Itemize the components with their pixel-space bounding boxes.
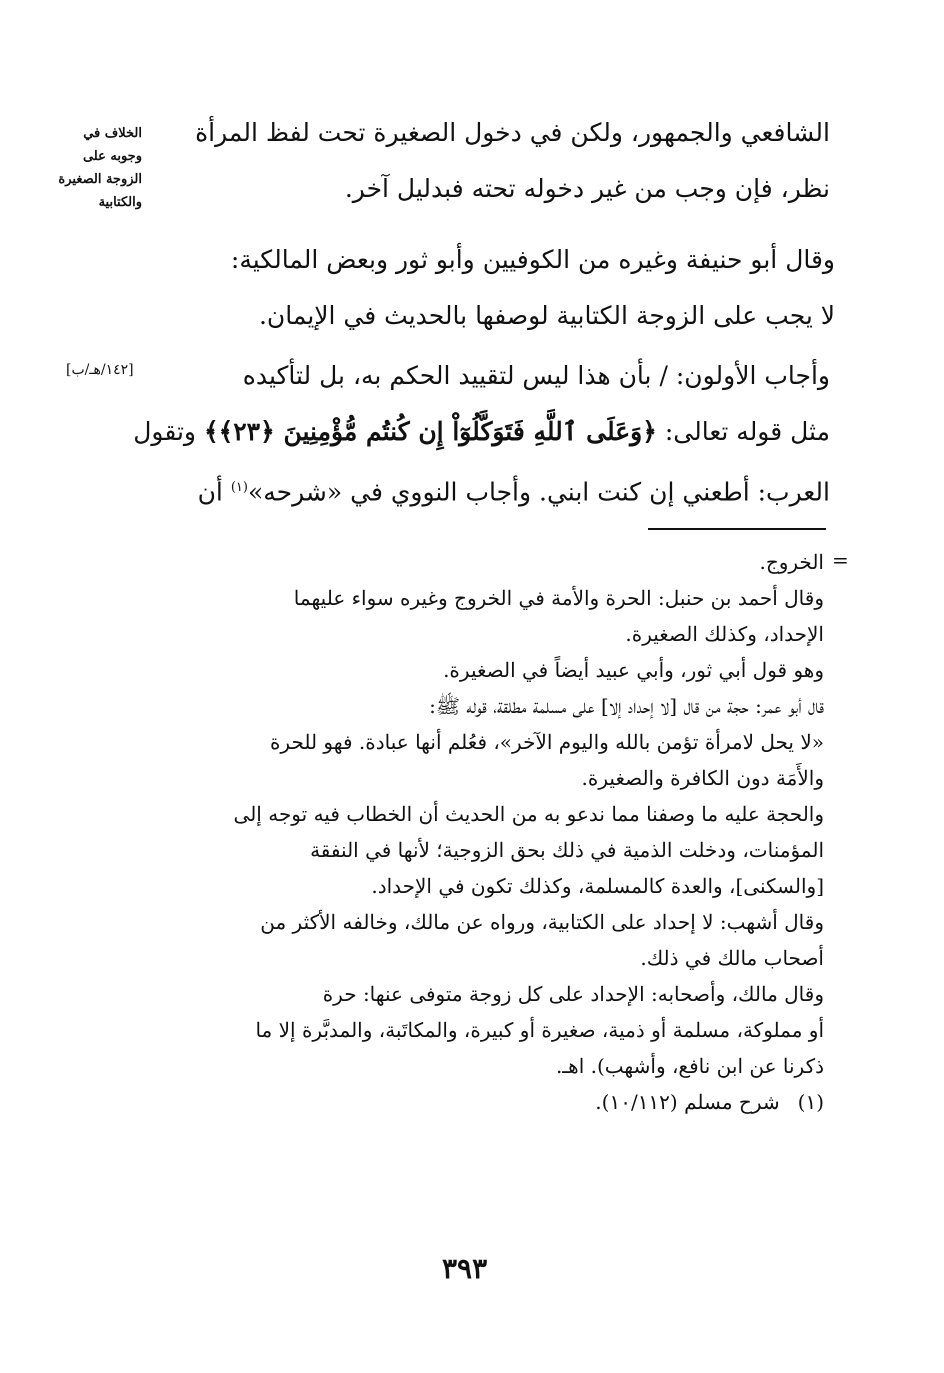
footnote-line: أصحاب مالك في ذلك. <box>640 946 824 970</box>
paragraph-3 <box>133 348 830 520</box>
footnote-line: الخروج. <box>759 550 824 574</box>
footnote-line: والأَمَة دون الكافرة والصغيرة. <box>581 766 824 790</box>
marginal-note-line: الخلاف في <box>83 126 142 141</box>
footnote-line: وهو قول أبي ثور، وأبي عبيد أيضاً في الصغيرة. <box>443 658 824 682</box>
text-segment: أن <box>197 477 223 507</box>
text-line: وأجاب الأولون: / بأن هذا ليس لتقييد الحكم به، بل لتأكيده <box>242 361 830 390</box>
marginal-note <box>52 122 142 214</box>
footnote-reference: (١) <box>230 480 248 495</box>
footnote-number: (١) <box>797 1090 824 1114</box>
paragraph-2 <box>155 232 835 344</box>
marginal-note-line: الزوجة الصغيرة <box>58 172 142 187</box>
footnote-text: شرح مسلم (١٠/١١٢). <box>595 1090 780 1114</box>
text-line <box>140 460 830 520</box>
continuation-mark: = <box>832 548 849 572</box>
text-segment: العرب: أطعني إن كنت ابني. وأجاب النووي في «شرحه» <box>247 477 830 507</box>
folio-reference: [١٤٢/هـ/ب] <box>66 362 134 378</box>
marginal-note-line: والكتابية <box>98 195 142 210</box>
footnote-line: الإحداد، وكذلك الصغيرة. <box>625 622 824 646</box>
text-line: نظر، فإن وجب من غير دخوله تحته فبدليل آخر. <box>344 174 830 203</box>
text-line-with-verse <box>133 404 830 460</box>
footnote-line: «لا يحل لامرأة تؤمن بالله واليوم الآخر»، فعُلم أنها عبادة. فهو للحرة <box>269 730 824 754</box>
footnote-line: وقال أشهب: لا إحداد على الكتابية، ورواه عن مالك، وخالفه الأكثر من <box>260 910 824 934</box>
footnote-separator <box>648 528 826 530</box>
text-line: لا يجب على الزوجة الكتابية لوصفها بالحديث في الإيمان. <box>258 301 835 330</box>
footnote-1 <box>148 1084 824 1120</box>
text-segment: وتقول <box>133 417 196 446</box>
footnote-line: قال أبو عمر: حجة من قال [لا إحداد إلا] على مسلمة مطلقة، قوله ﷺ: <box>429 694 824 718</box>
text-line: وقال أبو حنيفة وغيره من الكوفيين وأبو ثور وبعض المالكية: <box>230 245 835 274</box>
footnote-line: وقال أحمد بن حنبل: الحرة والأمة في الخروج وغيره سواء عليهما <box>293 586 824 610</box>
footnote-line: [والسكنى]، والعدة كالمسلمة، وكذلك تكون في الإحداد. <box>371 874 824 898</box>
footnote-line: والحجة عليه ما وصفنا مما ندعو به من الحديث أن الخطاب فيه توجه إلى <box>233 802 824 826</box>
quran-verse: ﴿وَعَلَى ٱللَّهِ فَتَوَكَّلُوٓاْ إِن كُنتُم مُّؤْمِنِينَ ﴿٢٣﴾﴾ <box>203 417 657 446</box>
footnote-line: أو مملوكة، مسلمة أو ذمية، صغيرة أو كبيرة، والمكاتَبة، والمدبَّرة إلا ما <box>255 1018 824 1042</box>
marginal-note-line: وجوبه على <box>82 149 142 164</box>
footnote-line: المؤمنات، ودخلت الذمية في ذلك بحق الزوجية؛ لأنها في النفقة <box>310 838 824 862</box>
paragraph-1 <box>140 105 830 217</box>
footnotes <box>148 544 824 1120</box>
text-line: الشافعي والجمهور، ولكن في دخول الصغيرة تحت لفظ المرأة <box>195 118 830 147</box>
page-number: ٣٩٣ <box>442 1252 488 1285</box>
text-segment: مثل قوله تعالى: <box>664 417 830 446</box>
footnote-line: ذكرنا عن ابن نافع، وأشهب). اهـ. <box>555 1054 824 1078</box>
footnote-line: وقال مالك، وأصحابه: الإحداد على كل زوجة متوفى عنها: حرة <box>322 982 824 1006</box>
